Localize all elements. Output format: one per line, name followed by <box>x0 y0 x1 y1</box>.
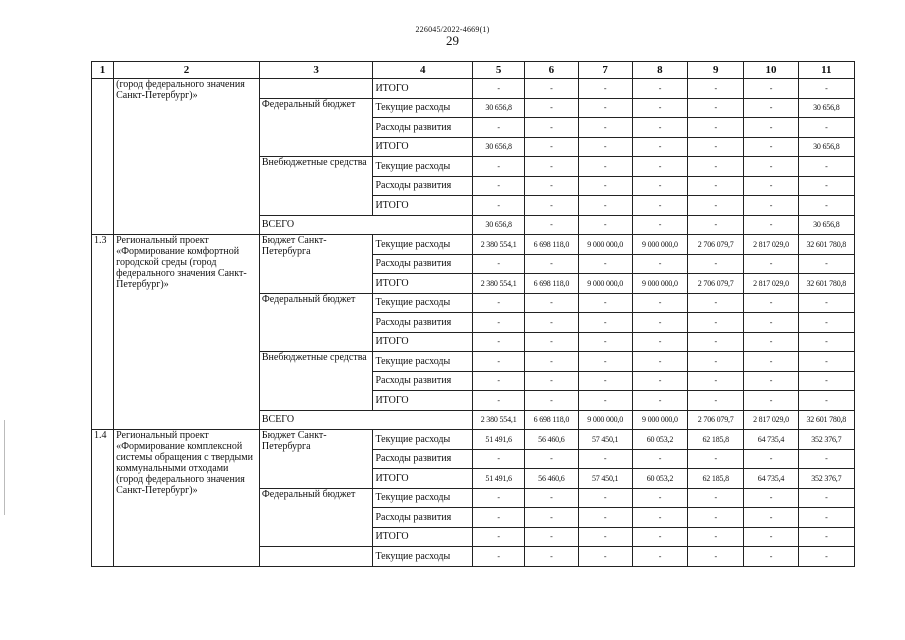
amount-cell: - <box>744 137 798 157</box>
amount-cell: 9 000 000,0 <box>632 235 687 255</box>
amount-cell: - <box>578 157 632 177</box>
expense-type: ИТОГО <box>373 79 473 99</box>
expense-type: Расходы развития <box>373 508 473 528</box>
total-amount-cell: - <box>632 215 687 235</box>
expense-type: Текущие расходы <box>373 235 473 255</box>
amount-cell: - <box>632 176 687 196</box>
amount-cell: - <box>525 157 578 177</box>
amount-cell: - <box>744 313 798 333</box>
amount-cell: - <box>578 137 632 157</box>
amount-cell: 9 000 000,0 <box>578 235 632 255</box>
funding-source: Федеральный бюджет <box>259 98 373 157</box>
amount-cell: 64 735,4 <box>744 469 798 489</box>
budget-table <box>91 61 855 567</box>
amount-cell: 30 656,8 <box>472 98 524 118</box>
amount-cell: - <box>688 137 744 157</box>
amount-cell: - <box>688 196 744 216</box>
amount-cell: 2 706 079,7 <box>688 235 744 255</box>
column-header: 7 <box>578 62 632 79</box>
amount-cell: - <box>744 79 798 99</box>
amount-cell: - <box>688 79 744 99</box>
amount-cell: - <box>744 527 798 547</box>
expense-type: Расходы развития <box>373 449 473 469</box>
amount-cell: 2 817 029,0 <box>744 235 798 255</box>
total-amount-cell: 2 706 079,7 <box>688 410 744 430</box>
header-row <box>92 62 855 79</box>
amount-cell: - <box>632 118 687 138</box>
amount-cell: - <box>578 254 632 274</box>
amount-cell: - <box>798 118 854 138</box>
amount-cell: 51 491,6 <box>472 430 524 450</box>
amount-cell: - <box>688 98 744 118</box>
amount-cell: - <box>525 118 578 138</box>
amount-cell: 60 053,2 <box>632 430 687 450</box>
total-amount-cell: - <box>525 215 578 235</box>
amount-cell: - <box>798 332 854 352</box>
amount-cell: - <box>688 391 744 411</box>
amount-cell: - <box>632 313 687 333</box>
amount-cell: - <box>472 254 524 274</box>
column-header: 11 <box>798 62 854 79</box>
amount-cell: - <box>688 176 744 196</box>
amount-cell: 30 656,8 <box>798 137 854 157</box>
amount-cell: - <box>578 196 632 216</box>
column-header: 5 <box>472 62 524 79</box>
amount-cell: - <box>632 547 687 567</box>
expense-type: Расходы развития <box>373 176 473 196</box>
amount-cell: - <box>472 527 524 547</box>
amount-cell: - <box>632 449 687 469</box>
amount-cell: - <box>472 79 524 99</box>
amount-cell: - <box>744 371 798 391</box>
column-header: 6 <box>525 62 578 79</box>
amount-cell: 51 491,6 <box>472 469 524 489</box>
amount-cell: - <box>632 508 687 528</box>
amount-cell: 6 698 118,0 <box>525 235 578 255</box>
amount-cell: - <box>744 157 798 177</box>
amount-cell: - <box>688 527 744 547</box>
amount-cell: - <box>688 254 744 274</box>
amount-cell: - <box>472 508 524 528</box>
amount-cell: - <box>525 547 578 567</box>
amount-cell: - <box>744 293 798 313</box>
amount-cell: - <box>744 176 798 196</box>
section-number <box>92 79 114 235</box>
amount-cell: - <box>744 488 798 508</box>
amount-cell: - <box>798 313 854 333</box>
amount-cell: 56 460,6 <box>525 469 578 489</box>
amount-cell: - <box>632 371 687 391</box>
page-number: 29 <box>446 33 459 48</box>
amount-cell: - <box>525 332 578 352</box>
amount-cell: - <box>525 254 578 274</box>
amount-cell: - <box>472 547 524 567</box>
amount-cell: - <box>632 254 687 274</box>
expense-type: ИТОГО <box>373 274 473 294</box>
total-amount-cell: 2 380 554,1 <box>472 410 524 430</box>
amount-cell: - <box>744 547 798 567</box>
expense-type: Текущие расходы <box>373 352 473 372</box>
amount-cell: - <box>472 293 524 313</box>
amount-cell: 352 376,7 <box>798 469 854 489</box>
amount-cell: - <box>525 98 578 118</box>
column-header: 3 <box>259 62 373 79</box>
amount-cell: - <box>688 293 744 313</box>
amount-cell: - <box>632 79 687 99</box>
amount-cell: - <box>798 508 854 528</box>
amount-cell: - <box>525 371 578 391</box>
funding-source <box>259 547 373 567</box>
amount-cell: 2 380 554,1 <box>472 274 524 294</box>
amount-cell: - <box>688 547 744 567</box>
amount-cell: - <box>688 371 744 391</box>
amount-cell: - <box>744 352 798 372</box>
amount-cell: - <box>578 371 632 391</box>
total-amount-cell: 30 656,8 <box>798 215 854 235</box>
funding-source: Бюджет Санкт-Петербурга <box>259 430 373 489</box>
amount-cell: - <box>472 118 524 138</box>
amount-cell: 9 000 000,0 <box>632 274 687 294</box>
expense-type: Расходы развития <box>373 371 473 391</box>
project-name: Региональный проект «Формирование комплексной системы обращения с твердыми коммунальными отходами (город федерального значения Санкт-Петербург)» <box>114 430 260 567</box>
amount-cell: - <box>798 254 854 274</box>
amount-cell: - <box>578 391 632 411</box>
amount-cell: 62 185,8 <box>688 469 744 489</box>
expense-type: ИТОГО <box>373 469 473 489</box>
expense-type: ИТОГО <box>373 391 473 411</box>
amount-cell: - <box>688 332 744 352</box>
amount-cell: 32 601 780,8 <box>798 235 854 255</box>
total-amount-cell: - <box>744 215 798 235</box>
amount-cell: - <box>798 352 854 372</box>
amount-cell: 56 460,6 <box>525 430 578 450</box>
total-amount-cell: 6 698 118,0 <box>525 410 578 430</box>
amount-cell: - <box>472 157 524 177</box>
total-amount-cell: 9 000 000,0 <box>578 410 632 430</box>
amount-cell: 9 000 000,0 <box>578 274 632 294</box>
amount-cell: - <box>578 488 632 508</box>
amount-cell: - <box>632 332 687 352</box>
amount-cell: 352 376,7 <box>798 430 854 450</box>
amount-cell: - <box>688 488 744 508</box>
amount-cell: - <box>472 332 524 352</box>
amount-cell: - <box>578 332 632 352</box>
amount-cell: - <box>578 449 632 469</box>
project-name: (город федерального значения Санкт-Петербург)» <box>114 79 260 235</box>
total-amount-cell: - <box>688 215 744 235</box>
amount-cell: - <box>578 176 632 196</box>
amount-cell: - <box>472 449 524 469</box>
amount-cell: - <box>578 98 632 118</box>
amount-cell: - <box>632 488 687 508</box>
amount-cell: - <box>472 391 524 411</box>
amount-cell: 32 601 780,8 <box>798 274 854 294</box>
amount-cell: - <box>472 488 524 508</box>
amount-cell: - <box>744 508 798 528</box>
amount-cell: 2 817 029,0 <box>744 274 798 294</box>
amount-cell: - <box>525 527 578 547</box>
amount-cell: - <box>632 293 687 313</box>
amount-cell: - <box>744 332 798 352</box>
amount-cell: - <box>525 508 578 528</box>
amount-cell: 2 706 079,7 <box>688 274 744 294</box>
amount-cell: - <box>688 352 744 372</box>
amount-cell: - <box>525 176 578 196</box>
expense-type: Текущие расходы <box>373 293 473 313</box>
amount-cell: - <box>798 293 854 313</box>
amount-cell: - <box>744 118 798 138</box>
amount-cell: - <box>632 352 687 372</box>
amount-cell: - <box>688 508 744 528</box>
column-header: 2 <box>114 62 260 79</box>
amount-cell: 30 656,8 <box>798 98 854 118</box>
expense-type: Текущие расходы <box>373 98 473 118</box>
amount-cell: - <box>744 449 798 469</box>
amount-cell: - <box>798 488 854 508</box>
amount-cell: - <box>798 371 854 391</box>
amount-cell: - <box>744 254 798 274</box>
funding-source: Бюджет Санкт-Петербурга <box>259 235 373 294</box>
funding-source <box>259 79 373 99</box>
amount-cell: - <box>472 313 524 333</box>
funding-source: Федеральный бюджет <box>259 293 373 352</box>
amount-cell: - <box>578 527 632 547</box>
amount-cell: - <box>525 313 578 333</box>
amount-cell: - <box>798 547 854 567</box>
amount-cell: - <box>525 352 578 372</box>
total-label: ВСЕГО <box>259 215 472 235</box>
amount-cell: - <box>578 547 632 567</box>
amount-cell: - <box>632 527 687 547</box>
amount-cell: - <box>632 98 687 118</box>
total-amount-cell: - <box>578 215 632 235</box>
column-header: 4 <box>373 62 473 79</box>
funding-source: Федеральный бюджет <box>259 488 373 547</box>
amount-cell: - <box>578 352 632 372</box>
column-header: 8 <box>632 62 687 79</box>
amount-cell: - <box>472 196 524 216</box>
amount-cell: - <box>525 293 578 313</box>
expense-type: Текущие расходы <box>373 430 473 450</box>
amount-cell: 2 380 554,1 <box>472 235 524 255</box>
amount-cell: - <box>525 488 578 508</box>
amount-cell: - <box>578 313 632 333</box>
expense-type: ИТОГО <box>373 527 473 547</box>
amount-cell: - <box>525 391 578 411</box>
amount-cell: - <box>632 196 687 216</box>
amount-cell: - <box>525 137 578 157</box>
amount-cell: - <box>744 196 798 216</box>
column-header: 9 <box>688 62 744 79</box>
amount-cell: 64 735,4 <box>744 430 798 450</box>
amount-cell: 60 053,2 <box>632 469 687 489</box>
amount-cell: - <box>688 313 744 333</box>
section-number: 1.4 <box>92 430 114 567</box>
project-name: Региональный проект «Формирование комфортной городской среды (город федерального значения Санкт-Петербург)» <box>114 235 260 430</box>
total-label: ВСЕГО <box>259 410 472 430</box>
expense-type: ИТОГО <box>373 196 473 216</box>
amount-cell: - <box>472 176 524 196</box>
amount-cell: - <box>688 157 744 177</box>
table-row <box>92 79 855 99</box>
amount-cell: - <box>472 371 524 391</box>
expense-type: Текущие расходы <box>373 488 473 508</box>
amount-cell: - <box>632 391 687 411</box>
table-row <box>92 430 855 450</box>
expense-type: ИТОГО <box>373 137 473 157</box>
amount-cell: - <box>525 196 578 216</box>
funding-source: Внебюджетные средства <box>259 352 373 411</box>
total-amount-cell: 9 000 000,0 <box>632 410 687 430</box>
amount-cell: - <box>798 196 854 216</box>
total-amount-cell: 30 656,8 <box>472 215 524 235</box>
expense-type: Расходы развития <box>373 118 473 138</box>
column-header: 1 <box>92 62 114 79</box>
total-amount-cell: 32 601 780,8 <box>798 410 854 430</box>
funding-source: Внебюджетные средства <box>259 157 373 216</box>
amount-cell: - <box>798 176 854 196</box>
amount-cell: - <box>578 79 632 99</box>
amount-cell: - <box>525 449 578 469</box>
amount-cell: 30 656,8 <box>472 137 524 157</box>
amount-cell: - <box>744 391 798 411</box>
amount-cell: - <box>632 157 687 177</box>
document-id: 226045/2022-4669(1) <box>415 25 490 34</box>
margin-mark <box>4 420 5 515</box>
amount-cell: - <box>798 449 854 469</box>
amount-cell: - <box>798 391 854 411</box>
amount-cell: - <box>578 508 632 528</box>
amount-cell: - <box>798 79 854 99</box>
amount-cell: - <box>798 157 854 177</box>
amount-cell: - <box>578 293 632 313</box>
expense-type: Расходы развития <box>373 254 473 274</box>
amount-cell: - <box>632 137 687 157</box>
expense-type: ИТОГО <box>373 332 473 352</box>
amount-cell: 57 450,1 <box>578 469 632 489</box>
expense-type: Текущие расходы <box>373 157 473 177</box>
amount-cell: 57 450,1 <box>578 430 632 450</box>
total-amount-cell: 2 817 029,0 <box>744 410 798 430</box>
table-row <box>92 235 855 255</box>
expense-type: Расходы развития <box>373 313 473 333</box>
amount-cell: 6 698 118,0 <box>525 274 578 294</box>
amount-cell: - <box>688 118 744 138</box>
amount-cell: - <box>744 98 798 118</box>
expense-type: Текущие расходы <box>373 547 473 567</box>
column-header: 10 <box>744 62 798 79</box>
amount-cell: - <box>578 118 632 138</box>
amount-cell: - <box>798 527 854 547</box>
amount-cell: - <box>688 449 744 469</box>
amount-cell: 62 185,8 <box>688 430 744 450</box>
section-number: 1.3 <box>92 235 114 430</box>
amount-cell: - <box>525 79 578 99</box>
amount-cell: - <box>472 352 524 372</box>
